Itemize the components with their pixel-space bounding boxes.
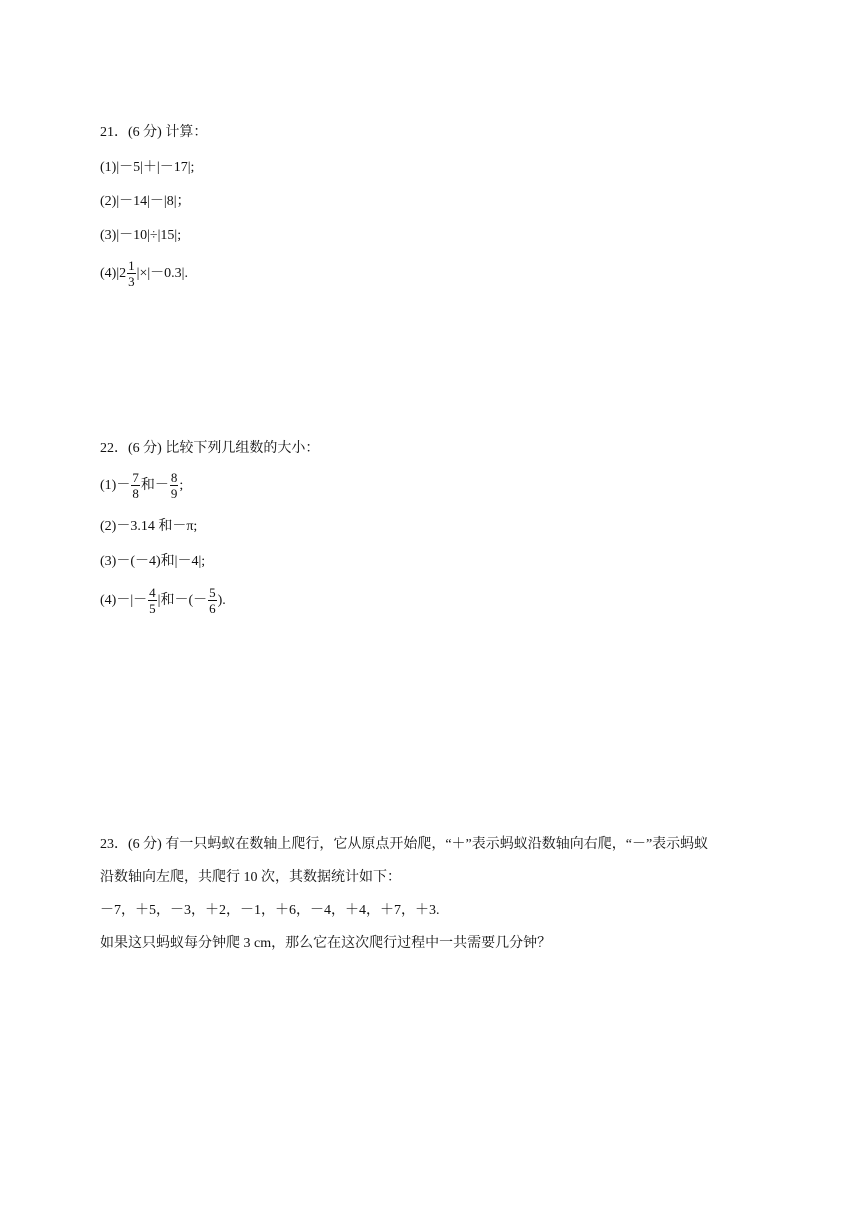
- fraction-numerator: 1: [128, 258, 135, 273]
- fraction-numerator: 8: [170, 470, 178, 485]
- q21-part-4-fraction: [127, 258, 136, 289]
- q21-heading: 21．(6 分) 计算：: [100, 125, 208, 140]
- q22-part-4-fraction-a: [148, 585, 157, 616]
- q22-part-1-fraction-a: [131, 470, 140, 501]
- q22-part-4-fraction-b: [208, 585, 217, 616]
- q23-line-2: 沿数轴向左爬，共爬行 10 次，其数据统计如下：: [100, 870, 401, 885]
- fraction-denominator: 9: [170, 486, 178, 501]
- q21-part-4-prefix: (4)|2: [100, 265, 127, 281]
- fraction-denominator: 6: [209, 601, 216, 616]
- q22-part-1-mid: 和－: [140, 477, 169, 493]
- fraction-numerator: 5: [209, 585, 216, 600]
- q21-part-2: (2)|－14|－|8|；: [100, 194, 191, 209]
- q21-part-4: [100, 258, 188, 289]
- q23-data-values: －7，＋5，－3，＋2，－1，＋6，－4，＋4，＋7，＋3.: [100, 903, 440, 918]
- q21-part-3: (3)|－10|÷|15|;: [100, 228, 182, 243]
- q22-part-1-fraction-b: [170, 470, 179, 501]
- q22-part-1-prefix: (1)－: [100, 477, 131, 493]
- q22-part-3: (3)－(－4)和|－4|;: [100, 554, 206, 569]
- q22-part-2: (2)－3.14 和－π;: [100, 519, 198, 534]
- q23-line-1: 23．(6 分) 有一只蚂蚁在数轴上爬行，它从原点开始爬，“＋”表示蚂蚁沿数轴向右爬，“－”表示蚂蚁: [100, 837, 709, 852]
- fraction-denominator: 3: [128, 274, 135, 289]
- q22-part-4-mid: |和－(－: [157, 592, 208, 608]
- q22-heading: 22．(6 分) 比较下列几组数的大小：: [100, 441, 320, 456]
- q22-part-4: [100, 585, 226, 616]
- q21-part-4-suffix: |×|－0.3|.: [136, 265, 188, 281]
- q23-question: 如果这只蚂蚁每分钟爬 3 cm，那么它在这次爬行过程中一共需要几分钟？: [100, 936, 552, 951]
- q22-part-4-suffix: ).: [217, 592, 226, 608]
- fraction-denominator: 5: [149, 601, 156, 616]
- q22-part-4-prefix: (4)－|－: [100, 592, 148, 608]
- q22-part-1-suffix: ;: [179, 477, 184, 493]
- fraction-numerator: 7: [132, 470, 139, 485]
- q22-part-1: [100, 470, 183, 501]
- fraction-numerator: 4: [149, 585, 156, 600]
- q21-part-1: (1)|－5|＋|－17|;: [100, 160, 195, 175]
- fraction-denominator: 8: [132, 486, 139, 501]
